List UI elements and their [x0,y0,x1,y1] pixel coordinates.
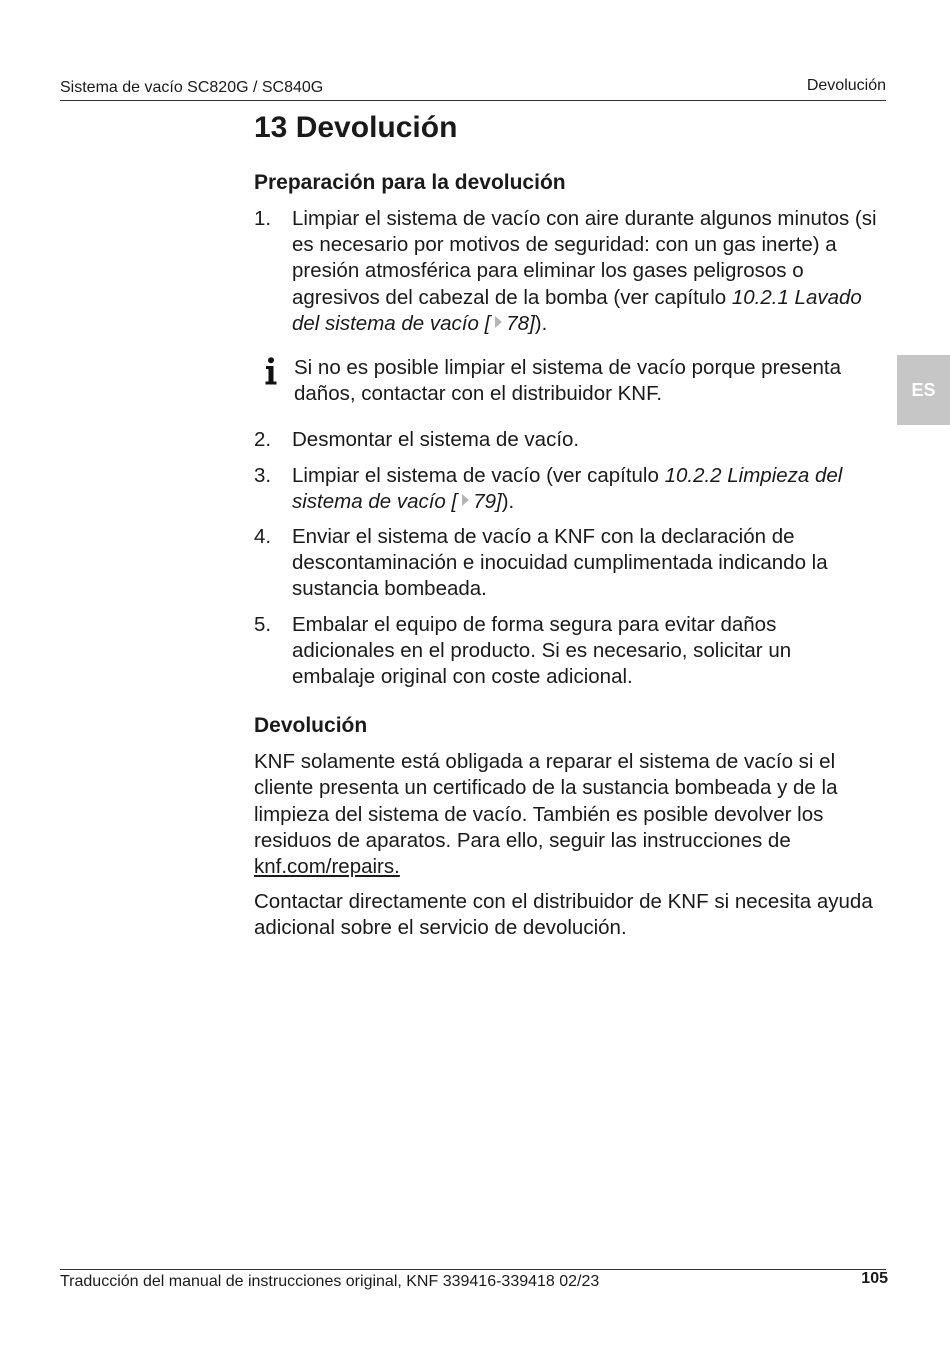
footer-document-info: Traducción del manual de instrucciones original, KNF 339416-339418 02/23 [60,1273,600,1290]
reference-arrow-icon [462,494,469,506]
info-note [254,355,878,407]
reference-page: 78] [506,311,535,335]
step-number: 3. [254,463,272,487]
running-header-section: Devolución [806,77,886,94]
step-text: Limpiar el sistema de vacío con aire durante algunos minutos (si es necesario por motivos de seguridad: con un gas inerte) a presión atmosférica para eliminar los gases peligrosos o agresivos del cabezal de la bomba (ver capítulo [292,207,877,309]
step-number: 2. [254,428,272,452]
running-header-title: Sistema de vacío SC820G / SC840G [60,79,324,96]
footer-divider [60,1269,886,1270]
preparation-steps-continued [254,427,878,690]
reference-title: 10.2.2 Limpieza del sistema de vacío [ [292,463,843,513]
step-number: 1. [254,207,272,230]
step-text: Limpiar el sistema de vacío (ver capítulo [292,463,665,487]
reference-title: 10.2.1 Lavado del sistema de vacío [ [292,285,862,335]
return-heading: Devolución [254,714,368,738]
page-content [254,108,878,942]
info-note-text: Si no es posible limpiar el sistema de vacío porque presenta daños, contactar con el distribuidor KNF. [294,356,841,406]
step-text-end: ). [501,489,515,513]
paragraph-spacer [254,880,878,889]
return-paragraph-text: KNF solamente está obligada a reparar el sistema de vacío si el cliente presenta un certificado de la sustancia bombeada y de la limpieza del sistema de vacío. También es posible devolver los residuos de aparatos. Para ello, seguir las instrucciones de [254,750,838,852]
page-number: 105 [861,1270,888,1287]
step-3 [254,463,878,515]
step-text: Embalar el equipo de forma segura para evitar daños adicionales en el producto. Si es necesario, solicitar un embalaje original con coste adicional. [292,612,792,689]
header-divider [60,100,886,101]
step-1 [254,206,878,337]
section-spacer [254,699,878,713]
return-paragraph-2: Contactar directamente con el distribuidor de KNF si necesita ayuda adicional sobre el servicio de devolución. [254,890,873,940]
repairs-link[interactable]: knf.com/repairs. [254,855,400,879]
step-number: 5. [254,612,272,636]
reference-page: 79] [473,489,502,513]
preparation-heading: Preparación para la devolución [254,171,566,194]
step-text: Enviar el sistema de vacío a KNF con la declaración de descontaminación e inocuidad cumplimentada indicando la sustancia bombeada. [292,525,828,601]
step-2 [254,427,878,453]
step-text: Desmontar el sistema de vacío. [292,428,580,452]
language-tab: ES [897,355,950,425]
return-paragraph-1 [254,749,878,880]
step-text-end: ). [534,311,548,335]
chapter-title: 13 Devolución [254,111,458,144]
preparation-steps [254,206,878,337]
step-number: 4. [254,525,272,549]
step-4 [254,524,878,603]
reference-arrow-icon [495,316,502,328]
step-5 [254,612,878,691]
info-icon [264,357,278,385]
